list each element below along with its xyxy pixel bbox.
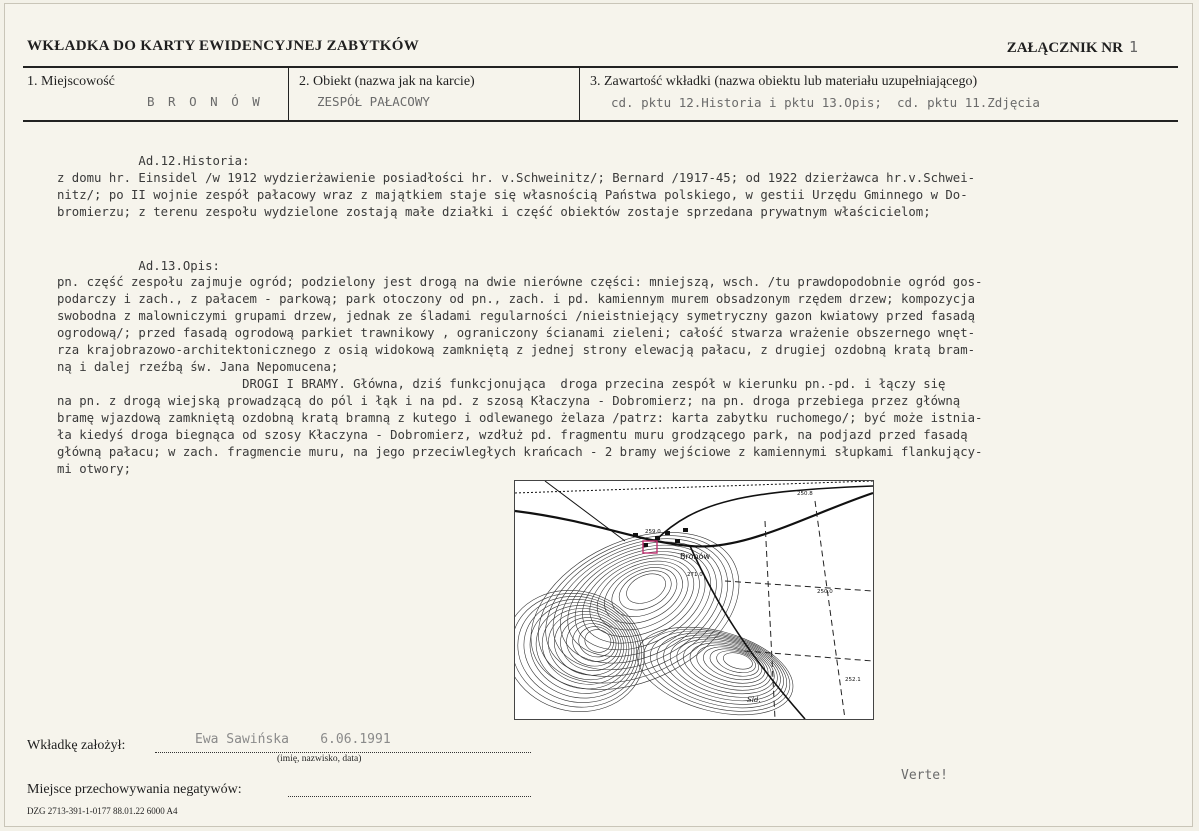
map-elevation-label: 252.1: [845, 677, 861, 683]
contour-line: [515, 583, 651, 716]
railway-line: [515, 481, 873, 493]
contour-line: [627, 612, 802, 719]
map-elevation-label: 250.0: [817, 589, 833, 595]
building-block: [665, 531, 670, 535]
body-line: ną i dalej rzeźbą św. Jana Nepomucena;: [57, 360, 339, 374]
negatives-label: Miejsce przechowywania negatywów:: [27, 782, 242, 797]
map-abbrev-label: Sld.: [747, 696, 761, 704]
body-line: z domu hr. Einsidel /w 1912 wydzierżawienie posiadłości hr. v.Schweinitz/; Bernard /1917-45; od 1922 dzierżawca hr.v.Schwei-: [57, 171, 976, 185]
field-path: [815, 501, 845, 719]
contour-line: [548, 607, 631, 683]
annex-number: [1007, 38, 1138, 57]
annex-label: ZAŁĄCZNIK NR: [1006, 40, 1123, 56]
body-line: ła kiedyś droga biegnąca od szosy Kłaczyna - Dobromierz, wzdłuż pd. fragmentu muru grodzącego park, na podjazd przed fasadą: [57, 428, 968, 442]
map-elevation-label: 259.0: [645, 529, 661, 535]
body-line: bramę wjazdową zamkniętą ozdobną kratą bramną z kutego i odlewanego żelaza /patrz: karta zabytku ruchomego/; być może istnia-: [57, 411, 983, 425]
body-line: swobodna z malowniczymi grupami drzew, jednak ze śladami regularności /nieistniejący symetryczny gazon kwiatowy przed fasadą: [57, 309, 976, 323]
body-line: mi otwory;: [57, 462, 132, 476]
field-divider-2: [579, 66, 580, 121]
body-line: Ad.13.Opis:: [57, 259, 220, 273]
field-path: [725, 581, 873, 591]
field-object-label: 2. Obiekt (nazwa jak na karcie): [299, 74, 475, 89]
record-sheet: [4, 3, 1193, 827]
building-block: [683, 528, 688, 532]
annex-value: 1: [1128, 38, 1138, 56]
topographic-map: [514, 480, 874, 720]
fields-bottom-rule: [23, 120, 1178, 122]
building-block: [633, 533, 638, 537]
body-line: na pn. z drogą wiejską prowadzącą do pól i łąk i na pd. z szosą Kłaczyna - Dobromierz; na pn. droga przebiega przez główną: [57, 394, 961, 408]
field-divider-1: [288, 66, 289, 121]
field-path: [765, 521, 775, 719]
building-block: [675, 539, 680, 543]
road-line: [655, 486, 873, 541]
header-rule: [23, 66, 1178, 68]
map-drawing: [515, 481, 873, 719]
map-elevation-label: 271.0: [687, 572, 703, 578]
negatives-dotted-line: [288, 796, 531, 797]
body-line: pn. część zespołu zajmuje ogród; podzielony jest drogą na dwie nierówne części: mniejszą, wsch. /tu prawdopodobnie ogród gos-: [57, 275, 983, 289]
body-line: ogrodową/; przed fasadą ogrodową parkiet trawnikowy , ograniczony ścianami zieleni; całość stwarza wrażenie obszernego wnęt-: [57, 326, 976, 340]
print-code: DZG 2713-391-1-0177 88.01.22 6000 A4: [27, 806, 178, 816]
document-title: WKŁADKA DO KARTY EWIDENCYJNEJ ZABYTKÓW: [27, 38, 420, 54]
field-contents-value: cd. pktu 12.Historia i pktu 13.Opis; cd. pktu 11.Zdjęcia: [611, 95, 1040, 110]
author-dotted-line: [155, 752, 531, 753]
building-block: [643, 543, 648, 547]
verte-note: Verte!: [901, 768, 948, 783]
body-line: DROGI I BRAMY. Główna, dziś funkcjonująca droga przecina zespół w kierunku pn.-pd. i łączy się: [57, 377, 946, 391]
body-line: rza krajobrazowo-architektonicznego z osią widokową zamkniętą z jednej strony elewacją pałacu, z drugiej ozdobną kratą bram-: [57, 343, 976, 357]
body-line: główną pałacu; w zach. fragmencie muru, na jego przeciwległych krańcach - 2 bramy wejściowe z kamiennymi słupkami flankujący-: [57, 445, 983, 459]
author-value: Ewa Sawińska 6.06.1991: [195, 732, 391, 747]
body-line: podarczy i zach., z pałacem - parkową; park otoczony od pn., zach. i pd. kamiennym murem obsadzonym rzędem drzew; kompozycja: [57, 292, 976, 306]
author-label: Wkładkę założył:: [27, 738, 126, 753]
field-path: [745, 651, 873, 661]
contour-line: [622, 568, 670, 609]
field-contents-label: 3. Zawartość wkładki (nazwa obiektu lub materiału uzupełniającego): [590, 74, 978, 89]
field-locality-label: 1. Miejscowość: [27, 74, 115, 89]
field-object-value: ZESPÓŁ PAŁACOWY: [317, 94, 430, 109]
body-line: bromierzu; z terenu zespołu wydzielone zostają małe działki i część obiektów zostaje sprzedana prywatnym właścicielom;: [57, 205, 931, 219]
road-line: [545, 481, 625, 541]
author-caption: (imię, nazwisko, data): [277, 754, 362, 764]
map-elevation-label: 250.8: [797, 491, 813, 497]
body-line: nitz/; po II wojnie zespół pałacowy wraz z majątkiem staje się własnością Państwa polskiego, w gestii Urzędu Gminnego w Do-: [57, 188, 968, 202]
contour-line: [692, 638, 769, 690]
body-line: Ad.12.Historia:: [57, 154, 250, 168]
map-place-label: Bronów: [680, 552, 711, 561]
field-locality-value: B R O N Ó W: [147, 94, 263, 109]
building-block: [655, 536, 660, 540]
